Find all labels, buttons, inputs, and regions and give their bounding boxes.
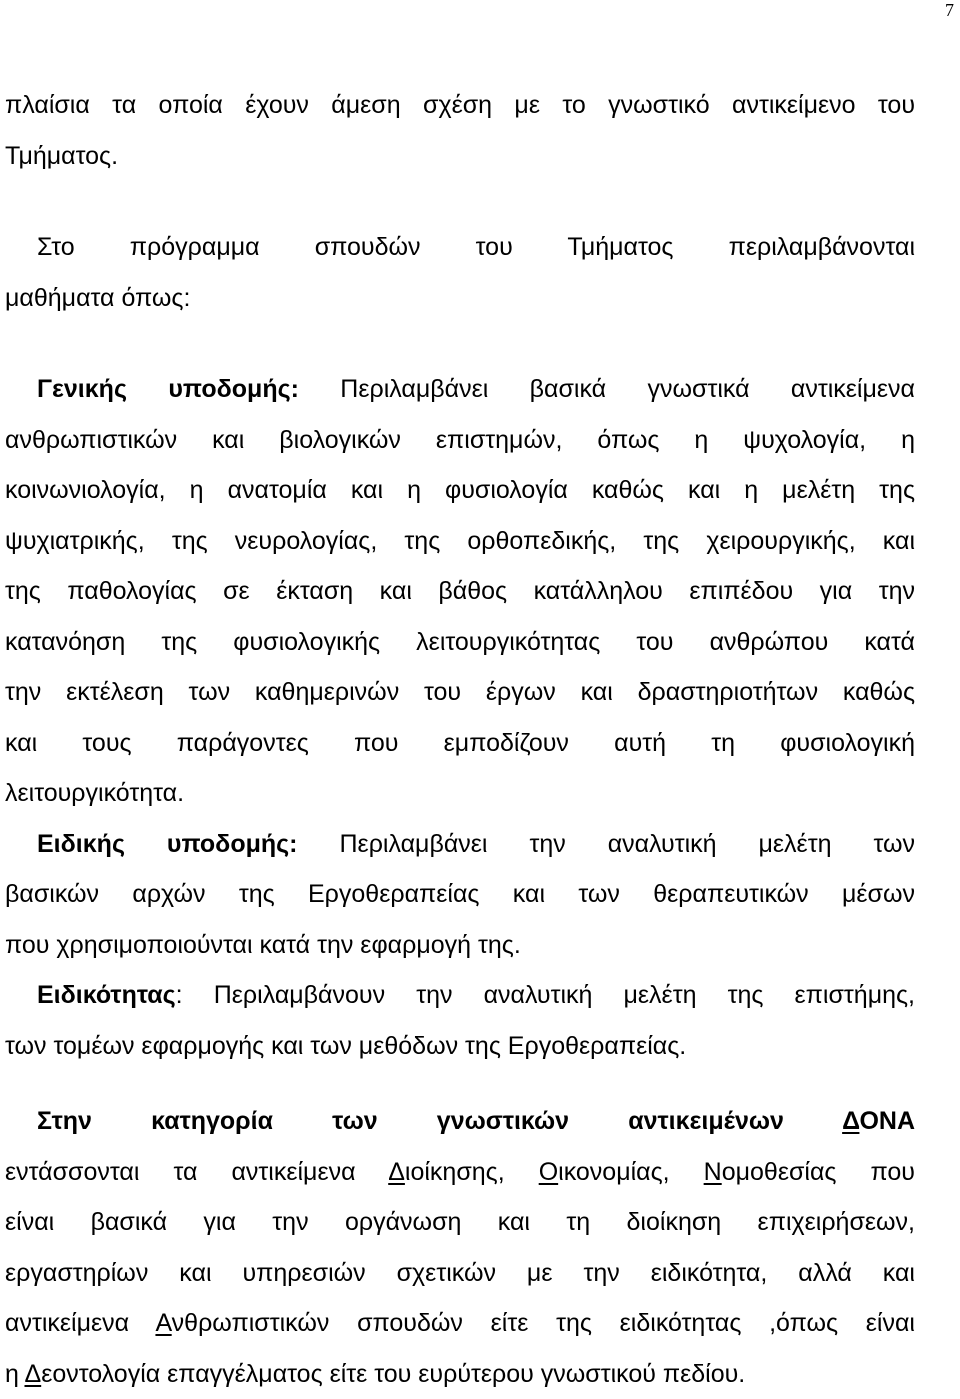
text-line: Ειδικής υποδομής: Περιλαμβάνει την αναλυτική μελέτη των <box>5 819 915 870</box>
text-line: Ειδικότητας: Περιλαμβάνουν την αναλυτική μελέτη της επιστήμης, <box>5 970 915 1021</box>
text-line: ανθρωπιστικών και βιολογικών επιστημών, όπως η ψυχολογία, η <box>5 415 915 466</box>
paragraph-dona <box>5 1096 915 1399</box>
text-line: Γενικής υποδομής: Περιλαμβάνει βασικά γνωστικά αντικείμενα <box>5 364 915 415</box>
page-number: 7 <box>945 0 954 20</box>
text-line: είναι βασικά για την οργάνωση και τη διοίκηση επιχειρήσεων, <box>5 1197 915 1248</box>
text-line: εντάσσονται τα αντικείμενα Διοίκησης, Οικονομίας, Νομοθεσίας που <box>5 1147 915 1198</box>
text-line: μαθήματα όπως: <box>5 273 915 324</box>
text-line: η Δεοντολογία επαγγέλματος είτε του ευρύτερου γνωστικού πεδίου. <box>5 1349 915 1399</box>
text-line: Στην κατηγορία των γνωστικών αντικειμένων ΔΟΝΑ <box>5 1096 915 1147</box>
text-line: κοινωνιολογία, η ανατομία και η φυσιολογία καθώς και η μελέτη της <box>5 465 915 516</box>
text-line: που χρησιμοποιούνται κατά την εφαρμογή της. <box>5 920 915 971</box>
section-heading: Ειδικότητας <box>37 981 176 1009</box>
text-line: Τμήματος. <box>5 131 915 182</box>
text-line: κατανόηση της φυσιολογικής λειτουργικότητας του ανθρώπου κατά <box>5 617 915 668</box>
text-line: λειτουργικότητα. <box>5 768 915 819</box>
text-line: και τους παράγοντες που εμποδίζουν αυτή τη φυσιολογική <box>5 718 915 769</box>
paragraph-curriculum <box>5 222 915 323</box>
section-heading: Ειδικής υποδομής: <box>37 830 298 858</box>
text-line: βασικών αρχών της Εργοθεραπείας και των θεραπευτικών μέσων <box>5 869 915 920</box>
paragraph-special-infrastructure <box>5 819 915 971</box>
paragraph-specialty <box>5 970 915 1071</box>
text-line: ψυχιατρικής, της νευρολογίας, της ορθοπεδικής, της χειρουργικής, και <box>5 516 915 567</box>
paragraph-general-infrastructure <box>5 364 915 819</box>
section-heading: Γενικής υποδομής: <box>37 375 299 403</box>
text-line: Στο πρόγραμμα σπουδών του Τμήματος περιλαμβάνονται <box>5 222 915 273</box>
paragraph-intro-continued <box>5 80 915 181</box>
text-line: εργαστηρίων και υπηρεσιών σχετικών με την ειδικότητα, αλλά και <box>5 1248 915 1299</box>
text-line: αντικείμενα Ανθρωπιστικών σπουδών είτε της ειδικότητας ,όπως είναι <box>5 1298 915 1349</box>
text-line: την εκτέλεση των καθημερινών του έργων και δραστηριοτήτων καθώς <box>5 667 915 718</box>
text-line: πλαίσια τα οποία έχουν άμεση σχέση με το γνωστικό αντικείμενο του <box>5 80 915 131</box>
text-line: της παθολογίας σε έκταση και βάθος κατάλληλου επιπέδου για την <box>5 566 915 617</box>
text-line: των τομέων εφαρμογής και των μεθόδων της Εργοθεραπείας. <box>5 1021 915 1072</box>
document-body <box>5 80 915 1399</box>
